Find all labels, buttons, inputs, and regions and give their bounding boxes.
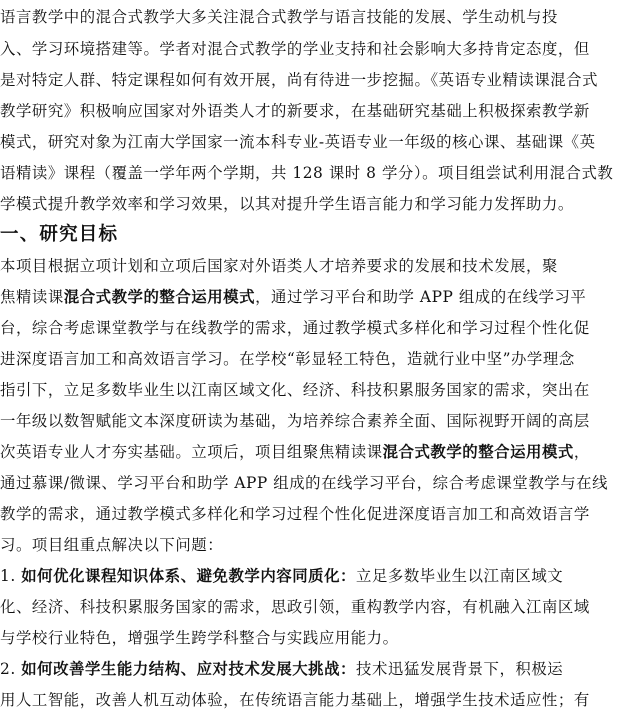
intro-line-2: 入、学习环境搭建等。学者对混合式教学的学业支持和社会影响大多持肯定态度，但 — [0, 40, 590, 58]
list-item-2-line-2: 用人工智能，改善人机互动体验，在传统语言能力基础上，增强学生技术适应性；有 — [0, 691, 590, 709]
list-item-2-text: 技术迅猛发展背景下，积极运 — [356, 660, 564, 678]
list-item-1-line-3: 与学校行业特色，增强学生跨学科整合与实践应用能力。 — [0, 629, 399, 647]
section-line-4: 进深度语言加工和高效语言学习。在学校“彰显轻工特色，造就行业中坚”办学理念 — [0, 350, 575, 368]
section-line-9: 教学的需求，通过教学模式多样化和学习过程个性化促进深度语言加工和高效语言学 — [0, 505, 590, 523]
intro-line-3: 是对特定人群、特定课程如何有效开展，尚有待进一步挖掘。《英语专业精读课混合式 — [0, 71, 599, 89]
section-line-2-pre: 焦精读课 — [0, 288, 64, 306]
bold-term-1: 混合式教学的整合运用模式 — [63, 288, 256, 306]
section-heading: 一、研究目标 — [0, 224, 119, 245]
section-line-7-pre: 次英语专业人才夯实基础。立项后，项目组聚焦精读课 — [0, 443, 383, 461]
section-line-7 — [0, 436, 632, 468]
section-line-7-post: ， — [573, 443, 590, 461]
section-line-10: 习。项目组重点解决以下问题： — [0, 536, 224, 554]
section-line-1: 本项目根据立项计划和立项后国家对外语类人才培养要求的发展和技术发展，聚 — [0, 257, 558, 275]
list-item-1-line-2: 化、经济、科技积累服务国家的需求，思政引领，重构教学内容，有机融入江南区域 — [0, 598, 590, 616]
bold-term-2: 混合式教学的整合运用模式 — [382, 443, 574, 461]
section-line-6: 一年级以数智赋能文本深度研读为基础，为培养综合素养全面、国际视野开阔的高层 — [0, 412, 590, 430]
list-item-2-title: 如何改善学生能力结构、应对技术发展大挑战： — [21, 660, 356, 678]
section-line-2 — [0, 281, 632, 313]
intro-line-7: 学模式提升教学效率和学习效果，以其对提升学生语言能力和学习能力发挥助力。 — [0, 195, 574, 213]
section-line-8: 通过慕课/微课、学习平台和助学 APP 组成的在线学习平台，综合考虑课堂教学与在线 — [0, 474, 609, 492]
list-item-2-number: 2. — [0, 660, 22, 678]
list-item-1-title: 如何优化课程知识体系、避免教学内容同质化： — [21, 567, 356, 585]
list-item-2 — [0, 653, 632, 685]
intro-line-4: 教学研究》积极响应国家对外语类人才的新要求，在基础研究基础上积极探索教学新 — [0, 102, 590, 120]
list-item-1 — [0, 560, 632, 592]
section-line-2-post: ，通过学习平台和助学 APP 组成的在线学习平 — [255, 288, 587, 306]
intro-line-6: 语精读》课程（覆盖一学年两个学期，共 128 课时 8 学分）。项目组尝试利用混合式教 — [0, 164, 614, 182]
section-line-3: 台，综合考虑课堂教学与在线教学的需求，通过教学模式多样化和学习过程个性化促 — [0, 319, 590, 337]
list-item-1-number: 1. — [0, 567, 22, 585]
intro-line-1: 语言教学中的混合式教学大多关注混合式教学与语言技能的发展、学生动机与投 — [0, 8, 558, 26]
section-line-5: 指引下，立足多数毕业生以江南区域文化、经济、科技积累服务国家的需求，突出在 — [0, 381, 590, 399]
list-item-1-text: 立足多数毕业生以江南区域文 — [356, 567, 564, 585]
intro-line-5: 模式，研究对象为江南大学国家一流本科专业-英语专业一年级的核心课、基础课《英 — [0, 133, 596, 151]
